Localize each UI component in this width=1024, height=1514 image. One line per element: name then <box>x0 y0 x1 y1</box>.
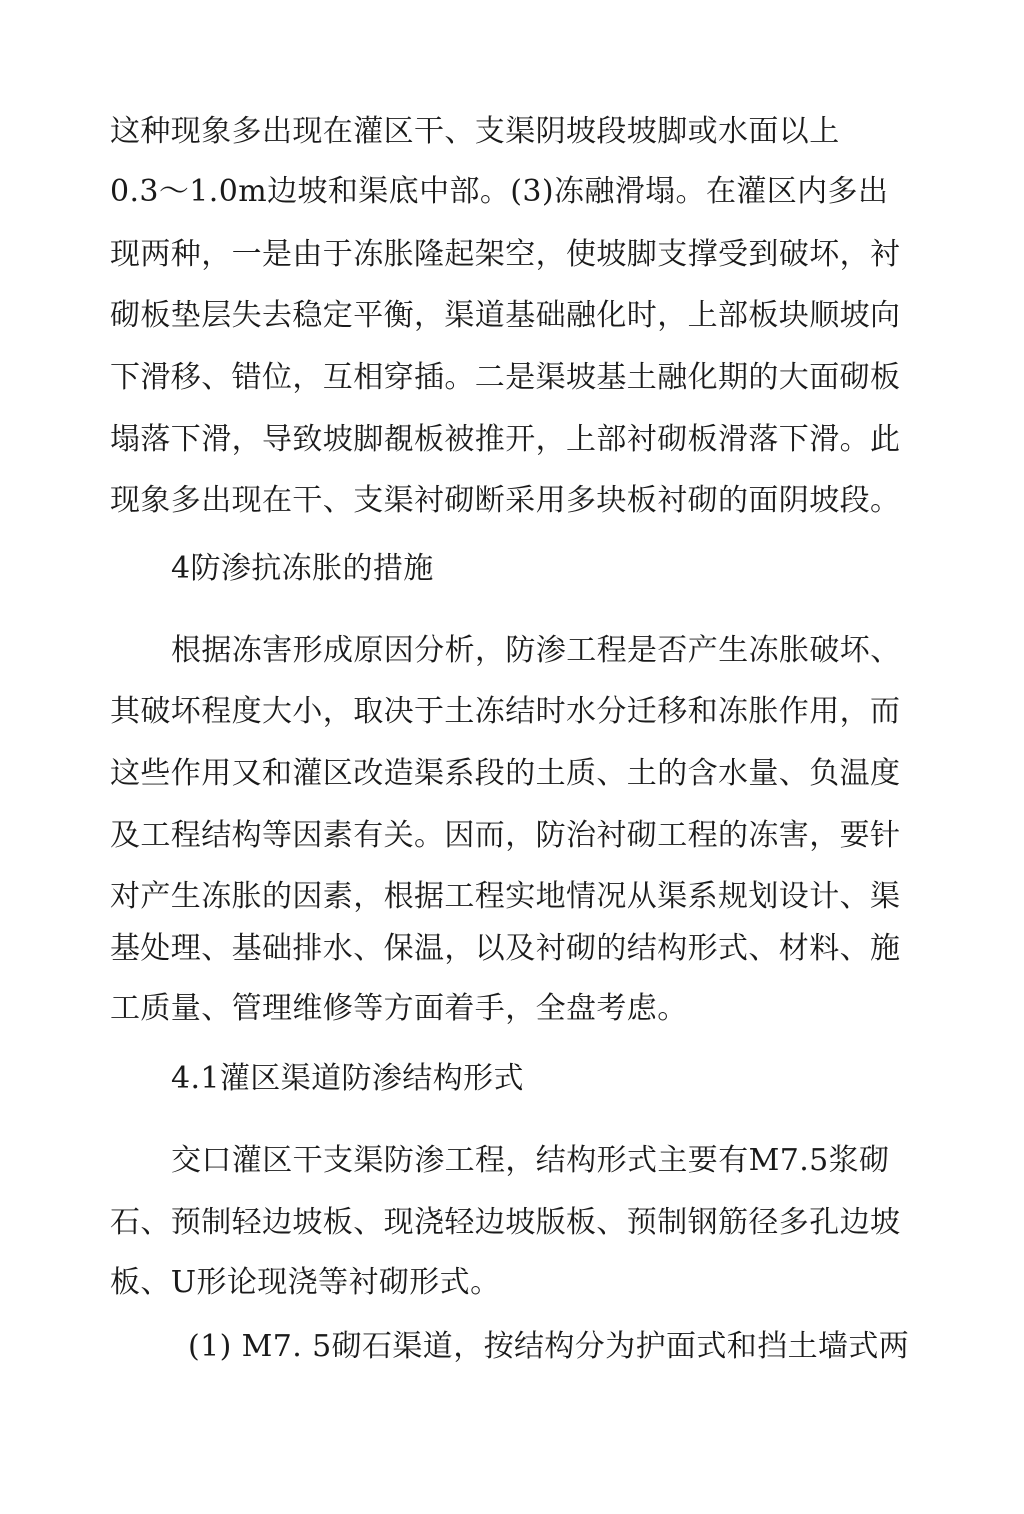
list-item-line: (1) M7. 5砌石渠道，按结构分为护面式和挡土墙式两 <box>188 1329 910 1364</box>
paragraph-line: 下滑移、错位，互相穿插。二是渠坡基土融化期的大面砌板 <box>110 360 901 395</box>
paragraph-line: 及工程结构等因素有关。因而，防治衬砌工程的冻害，要针 <box>110 818 901 853</box>
paragraph-line: 现两种，一是由于冻胀隆起架空，使坡脚支撑受到破坏，衬 <box>110 237 901 272</box>
paragraph-line: 基处理、基础排水、保温，以及衬砌的结构形式、材料、施 <box>110 931 901 966</box>
paragraph-line: 塌落下滑，导致坡脚覩板被推开，上部衬砌板滑落下滑。此 <box>110 422 901 457</box>
paragraph-line: 根据冻害形成原因分析，防渗工程是否产生冻胀破坏、 <box>171 633 901 668</box>
paragraph-line: 对产生冻胀的因素，根据工程实地情况从渠系规划设计、渠 <box>110 879 901 914</box>
paragraph-line: 砌板垫层失去稳定平衡，渠道基础融化时，上部板块顺坡向 <box>110 298 901 333</box>
paragraph-line: 工质量、管理维修等方面着手，全盘考虑。 <box>110 991 688 1026</box>
subsection-heading: 4.1灌区渠道防渗结构形式 <box>171 1061 524 1096</box>
section-heading: 4防渗抗冻胀的措施 <box>171 551 434 586</box>
paragraph-line: 这些作用又和灌区改造渠系段的土质、土的含水量、负温度 <box>110 756 901 791</box>
paragraph-line: 交口灌区干支渠防渗工程，结构形式主要有M7.5浆砌 <box>171 1143 890 1178</box>
paragraph-line: 现象多出现在干、支渠衬砌断采用多块板衬砌的面阴坡段。 <box>110 483 901 518</box>
paragraph-line: 其破坏程度大小，取决于土冻结时水分迁移和冻胀作用，而 <box>110 694 901 729</box>
paragraph-line: 0.3～1.0m边坡和渠底中部。(3)冻融滑塌。在灌区内多出 <box>110 174 889 209</box>
paragraph-line: 这种现象多出现在灌区干、支渠阴坡段坡脚或水面以上 <box>110 114 840 149</box>
paragraph-line: 石、预制轻边坡板、现浇轻边坡版板、预制钢筋径多孔边坡 <box>110 1205 901 1240</box>
paragraph-line: 板、U形论现浇等衬砌形式。 <box>110 1265 501 1300</box>
